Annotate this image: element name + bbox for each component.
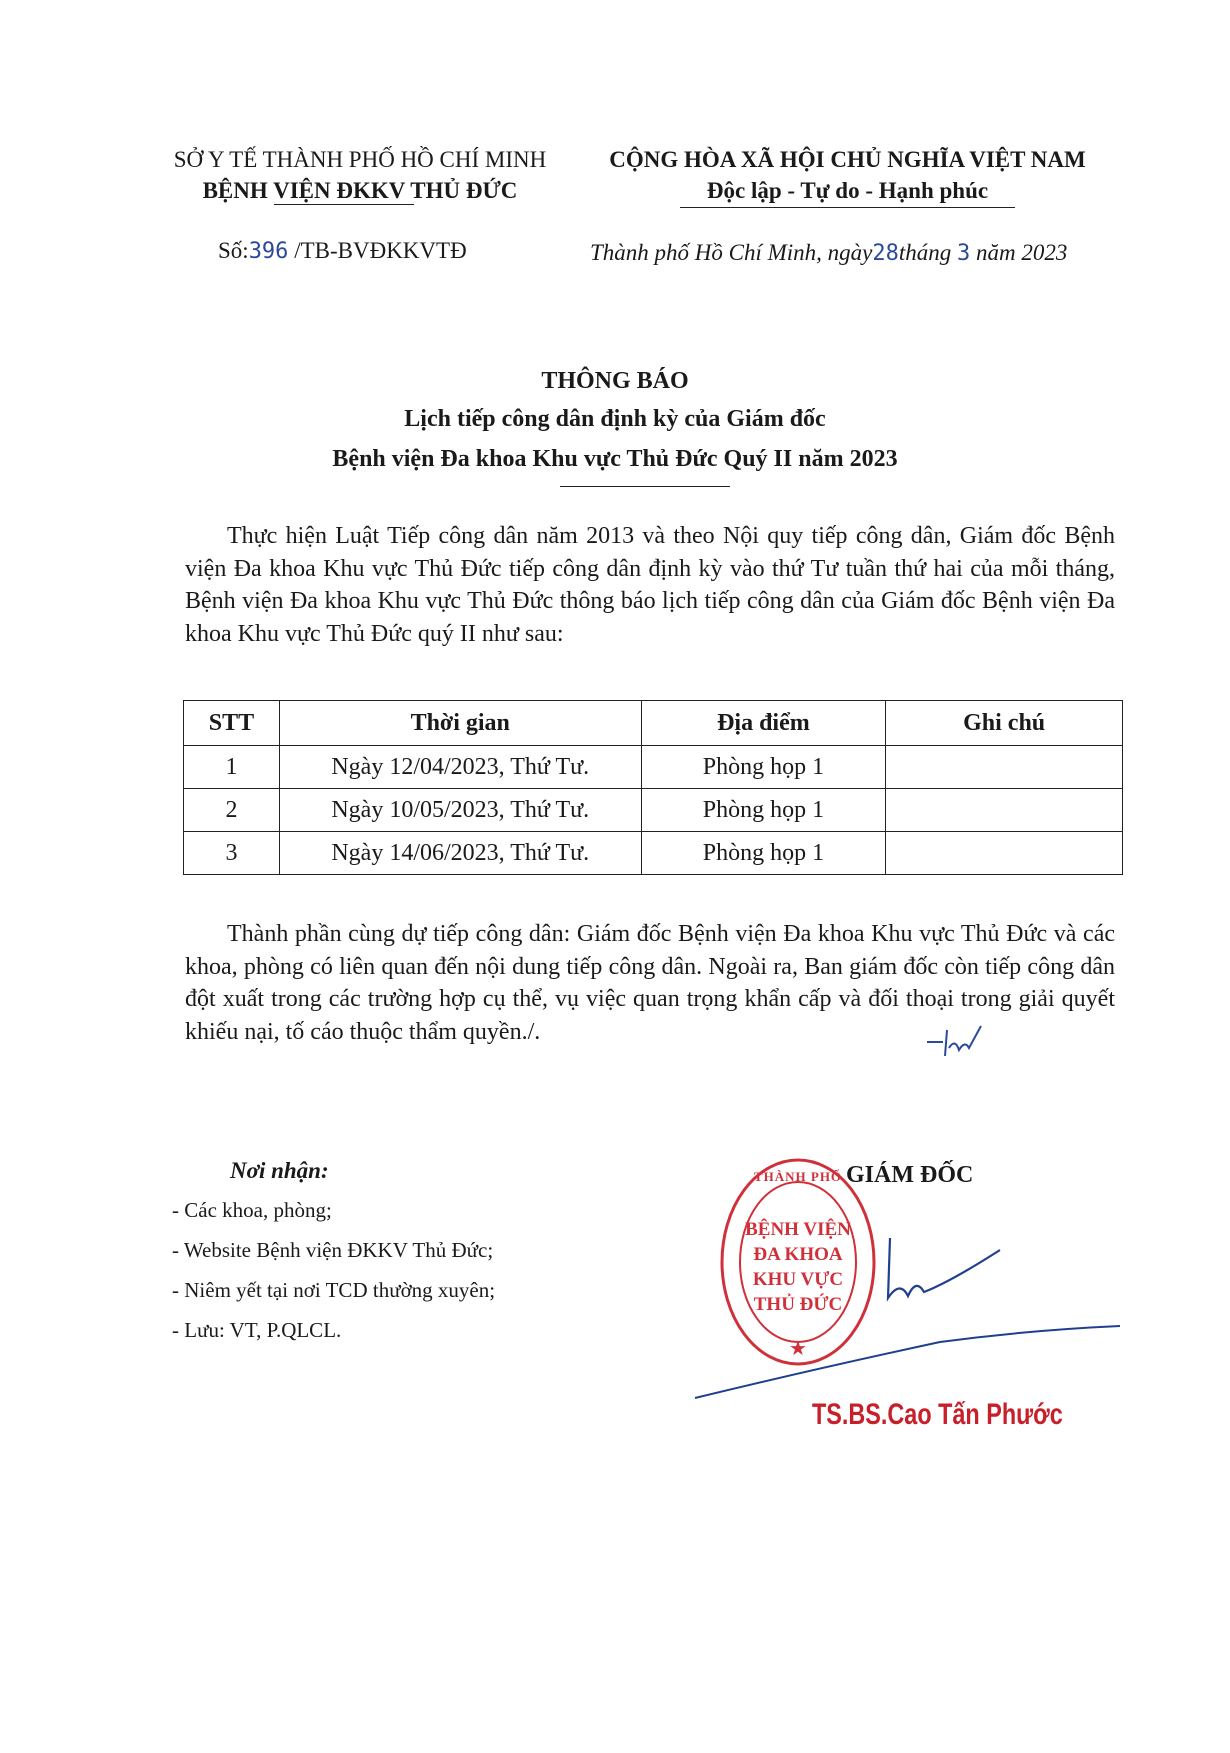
table-header-row bbox=[184, 701, 1123, 746]
recipients-label: Nơi nhận: bbox=[230, 1158, 329, 1183]
stamp-top-text: THÀNH PHỐ bbox=[753, 1169, 843, 1184]
table-row bbox=[184, 746, 1123, 789]
table-row bbox=[184, 789, 1123, 832]
cell-stt: 2 bbox=[184, 789, 280, 832]
agency-line-2: BỆNH VIỆN ĐKKV THỦ ĐỨC bbox=[202, 178, 518, 203]
closing-paragraph: Thành phần cùng dự tiếp công dân: Giám đốc Bệnh viện Đa khoa Khu vực Thủ Đức và các khoa, phòng có liên quan đến nội dung tiếp công dân. Ngoài ra, Ban giám đốc còn tiếp công dân đột xuất trong các trường hợp cụ thể, vụ việc quan trọng khẩn cấp và đối thoại trong giải quyết khiếu nại, tố cáo thuộc thẩm quyền./. bbox=[185, 921, 1115, 1045]
nation-line-2: Độc lập - Tự do - Hạnh phúc bbox=[706, 178, 989, 203]
list-item: - Lưu: VT, P.QLCL. bbox=[172, 1318, 342, 1342]
date-month: 3 bbox=[957, 241, 971, 266]
svg-text:★: ★ bbox=[789, 1336, 807, 1360]
agency-underline bbox=[274, 204, 414, 205]
stamp-line: ĐA KHOA bbox=[753, 1244, 843, 1265]
title-underline bbox=[560, 486, 730, 487]
date-year: năm 2023 bbox=[976, 240, 1068, 265]
cell-stt: 1 bbox=[184, 746, 280, 789]
cell-time: Ngày 14/06/2023, Thứ Tư. bbox=[279, 832, 641, 875]
cell-note bbox=[886, 832, 1123, 875]
doc-no-value: 396 bbox=[248, 239, 289, 264]
document-date bbox=[590, 240, 1067, 266]
notice-subtitle-2: Bệnh viện Đa khoa Khu vực Thủ Đức Quý II năm 2023 bbox=[332, 446, 898, 472]
agency-block bbox=[150, 144, 570, 206]
initial-mark-icon bbox=[925, 1020, 985, 1062]
stamp-line: KHU VỰC bbox=[752, 1269, 844, 1290]
schedule-table bbox=[183, 700, 1123, 875]
cell-note bbox=[886, 789, 1123, 832]
list-item: - Website Bệnh viện ĐKKV Thủ Đức; bbox=[172, 1238, 494, 1262]
header-time: Thời gian bbox=[279, 701, 641, 746]
agency-line-1: SỞ Y TẾ THÀNH PHỐ HỒ CHÍ MINH bbox=[173, 147, 547, 172]
nation-underline bbox=[680, 207, 1015, 208]
cell-stt: 3 bbox=[184, 832, 280, 875]
header-stt: STT bbox=[184, 701, 280, 746]
intro-paragraph: Thực hiện Luật Tiếp công dân năm 2013 và theo Nội quy tiếp công dân, Giám đốc Bệnh viện Đa khoa Khu vực Thủ Đức tiếp công dân định kỳ vào thứ Tư tuần thứ hai của mỗi tháng, Bệnh viện Đa khoa Khu vực Thủ Đức thông báo lịch tiếp công dân của Giám đốc Bệnh viện Đa khoa Khu vực Thủ Đức quý II như sau: bbox=[185, 523, 1115, 647]
signer-name: TS.BS.Cao Tấn Phước bbox=[812, 1398, 1063, 1431]
stamp-line: BỆNH VIỆN bbox=[745, 1219, 851, 1240]
cell-time: Ngày 10/05/2023, Thứ Tư. bbox=[279, 789, 641, 832]
document-number bbox=[218, 238, 467, 264]
list-item: - Niêm yết tại nơi TCD thường xuyên; bbox=[172, 1278, 496, 1302]
recipients-list bbox=[172, 1190, 495, 1350]
cell-location: Phòng họp 1 bbox=[641, 746, 886, 789]
header-note: Ghi chú bbox=[886, 701, 1123, 746]
list-item: - Các khoa, phòng; bbox=[172, 1198, 332, 1222]
date-prefix: Thành phố Hồ Chí Minh, ngày bbox=[590, 240, 873, 265]
signature-icon bbox=[690, 1220, 1130, 1400]
doc-no-suffix: /TB-BVĐKKVTĐ bbox=[294, 238, 467, 263]
date-day: 28 bbox=[872, 241, 899, 266]
header-location: Địa điểm bbox=[641, 701, 886, 746]
notice-subtitle-1: Lịch tiếp công dân định kỳ của Giám đốc bbox=[404, 406, 826, 432]
cell-time: Ngày 12/04/2023, Thứ Tư. bbox=[279, 746, 641, 789]
date-month-label: tháng bbox=[898, 240, 952, 265]
cell-note bbox=[886, 746, 1123, 789]
cell-location: Phòng họp 1 bbox=[641, 832, 886, 875]
doc-no-label: Số: bbox=[218, 238, 249, 263]
notice-title: THÔNG BÁO bbox=[541, 368, 689, 394]
nation-block bbox=[585, 144, 1110, 206]
stamp-line: THỦ ĐỨC bbox=[753, 1294, 843, 1315]
table-row bbox=[184, 832, 1123, 875]
nation-line-1: CỘNG HÒA XÃ HỘI CHỦ NGHĨA VIỆT NAM bbox=[609, 147, 1086, 172]
signer-position: GIÁM ĐỐC bbox=[846, 1162, 974, 1188]
cell-location: Phòng họp 1 bbox=[641, 789, 886, 832]
